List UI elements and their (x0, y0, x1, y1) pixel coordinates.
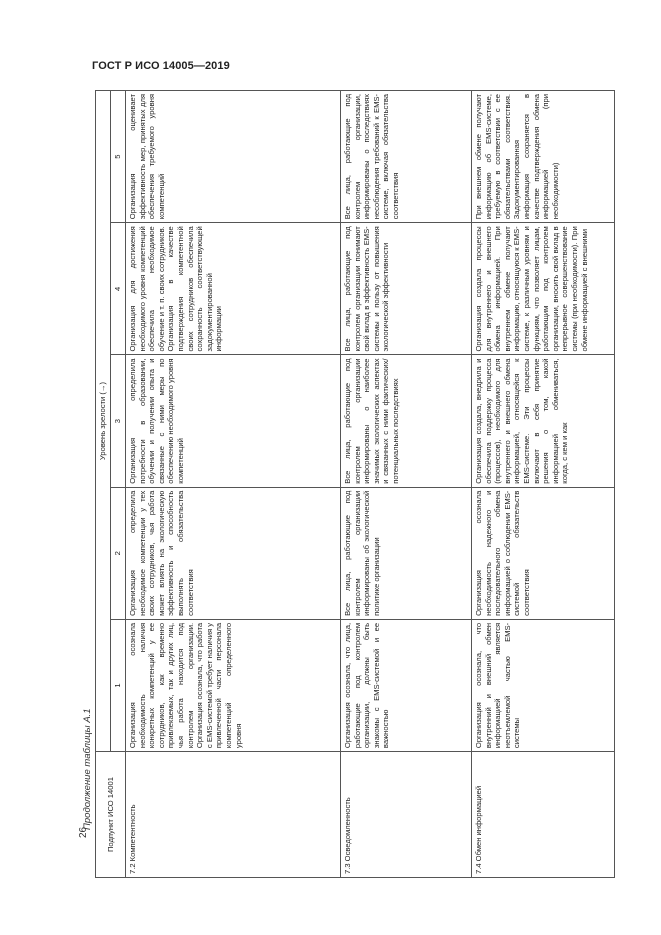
table-cell: Организация определила необходимое компетенции у тех своих сотрудников, чья работа может влиять на экологическую эффективность и способность выполнять обязательства соответствия (126, 487, 341, 619)
header-levels-group: Уровень зрелости (→) (96, 91, 111, 752)
header-level-5: 5 (111, 91, 126, 223)
table-row (472, 91, 615, 878)
table-cell: Организация для достижения необходимого уровня компетенций обеспечила необходимое обучение и т. п. своих сотрудников. Организация в качестве подтверждения компетентной своих сотрудников обеспечила сохранность соответствующей задокументированной информации (126, 223, 341, 355)
table-cell: Все лица, работающие под контролем организации, информированы о последствиях несоблюдения требований к EMS-системе, включая обязательства соответствия (341, 91, 472, 223)
table-cell: Организация оценивает эффективность мер, принятых для обеспечения требуемого уровня компетенций (126, 91, 341, 223)
table-caption: Продолжение таблицы А.1 (82, 708, 93, 830)
table-cell: Организация осознала, что лица, работающие под контролем организации, должны быть знакомы с EMS-системой и ее важностью (341, 619, 472, 751)
table-cell: Организация осознала, что внутренний и внешний обмен информацией является неотъемлемой частью EMS-системы (472, 619, 615, 751)
table-cell: Организация создала процессы для внутреннего и внешнего обмена информацией. При внутреннем обмене получают информацию, относящуюся к EMS-системе, к различным уровням и функциям, что позволяет лицам, работающим под контролем организации, вносить свой вклад в непрерывное совершенствование системы (при необходимости). При обмене информацией с внешними (472, 223, 615, 355)
table-cell: Организация создала, внедрила и обеспечила поддержку процесса (процессов), необходимого для внутреннего и внешнего обмена информацией, относящейся к EMS-системе. Эти процессы включают в себя принятие решения о том, какой информацией обмениваться, когда, с кем и как (472, 355, 615, 487)
document-title: ГОСТ Р ИСО 14005—2019 (92, 60, 230, 72)
header-level-2: 2 (111, 487, 126, 619)
header-level-1: 1 (111, 619, 126, 751)
table-cell: Все лица, работающие под контролем организации информированы о наиболее значимых экологических аспектах и связанных с ними фактических/потенциальных последствиях (341, 355, 472, 487)
table-cell: Все лица, работающие под контролем организации информированы об экологической политике организации (341, 487, 472, 619)
maturity-table (95, 90, 615, 878)
table-cell: При внешнем обмене получают информацию об EMS-системе, требуемую в соответствии с ее обязательствами соответствия. Задокументированная информация сохраняется в качестве подтверждения обмена информацией (при необходимости) (472, 91, 615, 223)
header-clause: Подпункт ИСО 14001 (96, 752, 126, 878)
table-row (126, 91, 341, 878)
table-row (341, 91, 472, 878)
clause-cell: 7.3 Осведомленность (341, 752, 472, 878)
page-number: 26 (78, 826, 89, 838)
table-cell: Организация осознала необходимость наличия конкретных компетенций у ее сотрудников, как временно привлекаемых, так и других лиц, чья работа находится под контролем организации. Организация осознала, что работа с EMS-системой требует наличия у привлеченной части персонала компетенций определенного уровня (126, 619, 341, 751)
maturity-table-rotated (95, 90, 613, 878)
table-cell: Организация определила потребности в образовании, обучении и получении опыта и связанные с ними меры по обеспечению необходимого уровня компетенций (126, 355, 341, 487)
clause-cell: 7.2 Компетентность (126, 752, 341, 878)
header-level-3: 3 (111, 355, 126, 487)
header-level-4: 4 (111, 223, 126, 355)
table-cell: Организация осознала необходимость надежного и последовательного обмена информацией о соблюдении EMS-системой обязательств соответствия (472, 487, 615, 619)
clause-cell: 7.4 Обмен информацией (472, 752, 615, 878)
table-cell: Все лица, работающие под контролем организации понимают свой вклад в эффективность EMS-системы и пользу от повышения экологической эффективности (341, 223, 472, 355)
